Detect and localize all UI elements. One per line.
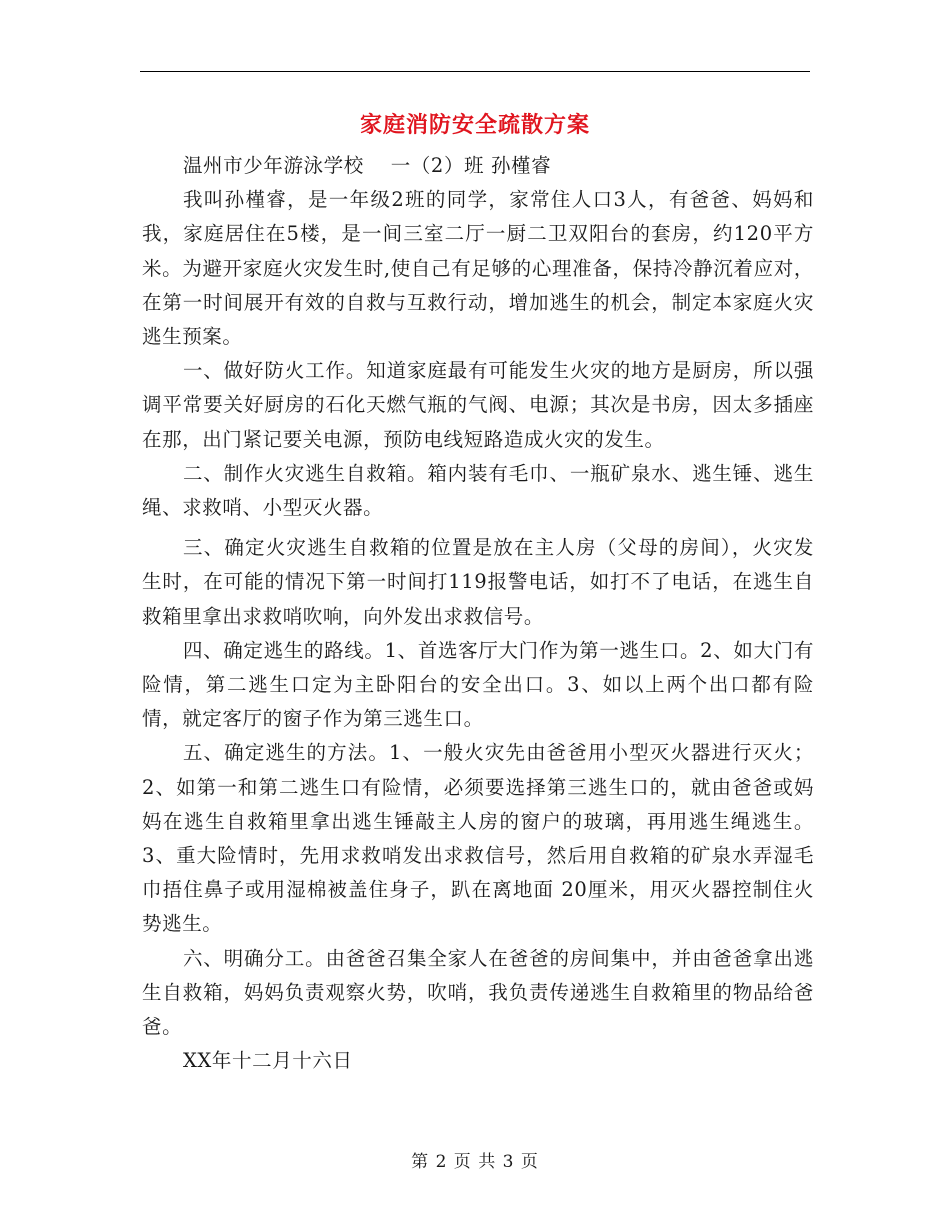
date-line: XX年十二月十六日	[182, 1049, 353, 1073]
document-title: 家庭消防安全疏散方案	[359, 112, 590, 138]
paragraph-intro: 我叫孙槿睿，是一年级2班的同学，家常住人口3人，有爸爸、妈妈和我，家庭居住在5楼，是一间三室二厅一厨二卫双阳台的套房，约120平方米。为避开家庭火灾发生时,使自己有足够的心理准备，保持冷静沉着应对，在第一时间展开有效的自救与互救行动，增加逃生的机会，制定本家庭火灾逃生预案。	[142, 188, 814, 349]
paragraph-escape-method: 五、确定逃生的方法。1、一般火灾先由爸爸用小型灭火器进行灭火；2、如第一和第二逃生口有险情，必须要选择第三逃生口的，就由爸爸或妈妈在逃生自救箱里拿出逃生锤敲主人房的窗户的玻璃，再用逃生绳逃生。3、重大险情时，先用求救哨发出求救信号，然后用自救箱的矿泉水弄湿毛巾捂住鼻子或用湿棉被盖住身子，趴在离地面 20厘米，用灭火器控制住火势逃生。	[142, 741, 814, 936]
page-number-footer: 第 2 页 共 3 页	[411, 1152, 539, 1172]
paragraph-escape-route: 四、确定逃生的路线。1、首选客厅大门作为第一逃生口。2、如大门有险情，第二逃生口定为主卧阳台的安全出口。3、如以上两个出口都有险情，就定客厅的窗子作为第三逃生口。	[142, 638, 814, 731]
header-rule	[140, 71, 810, 72]
paragraph-escape-kit: 二、制作火灾逃生自救箱。箱内装有毛巾、一瓶矿泉水、逃生锤、逃生绳、求救哨、小型灭火器。	[142, 461, 814, 520]
author-line: 温州市少年游泳学校 一（2）班 孙槿睿	[182, 154, 552, 177]
paragraph-division-of-labor: 六、明确分工。由爸爸召集全家人在爸爸的房间集中，并由爸爸拿出逃生自救箱，妈妈负责观察火势，吹哨，我负责传递逃生自救箱里的物品给爸爸。	[142, 946, 814, 1039]
paragraph-kit-location: 三、确定火灾逃生自救箱的位置是放在主人房（父母的房间），火灾发生时，在可能的情况下第一时间打119报警电话，如打不了电话，在逃生自救箱里拿出求救哨吹响，向外发出求救信号。	[142, 536, 814, 628]
paragraph-fire-prevention: 一、做好防火工作。知道家庭最有可能发生火灾的地方是厨房，所以强调平常要关好厨房的石化天燃气瓶的气阀、电源；其次是书房，因太多插座在那，出门紧记要关电源，预防电线短路造成火灾的发生。	[142, 359, 814, 451]
document-body	[142, 149, 814, 1078]
